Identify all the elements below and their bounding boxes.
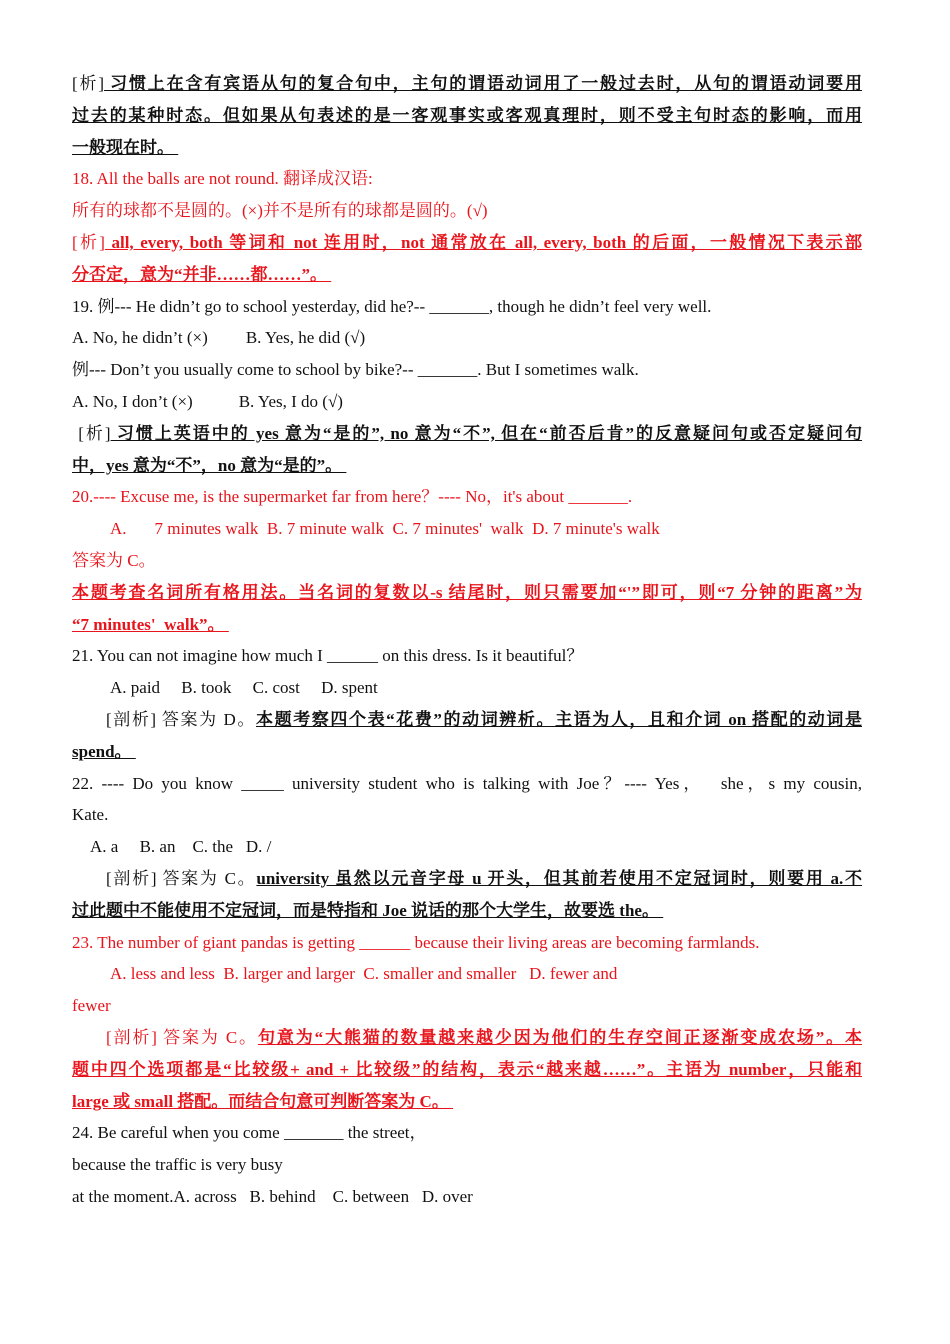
q19-example2: 例--- Don’t you usually come to school by bike?-- _______. But I sometimes walk. [72,360,639,380]
option-b: B. 7 minute walk [266,519,385,539]
note-tag: [析] [72,74,105,93]
q24-stem-line2: because the traffic is very busy [72,1155,283,1175]
option-c: C. 7 minutes' walk [392,519,524,539]
q19-example1: 19. 例--- He didn’t go to school yesterday, did he?-- _______, though he didn’t feel very well. [72,296,712,316]
q21-note-line1 [72,704,862,736]
q20-note-line1: 本题考查名词所有格用法。当名词的复数以-s 结尾时，则只需要加“'”即可，则“7 分钟的距离”为 [72,582,862,602]
q23-note-line3: large 或 small 搭配。而结合句意可判断答案为 C。 [72,1091,454,1111]
q22-note-line2: 过此题中不能使用不定冠词，而是特指和 Joe 说话的那个大学生，故要选 the。 [72,900,664,920]
q20-note-line2: “7 minutes' walk”。 [72,614,229,634]
document-page [72,68,862,1213]
note-tag: [剖析] 答案为 C。 [106,868,257,888]
q18-note-line2: 分否定，意为“并非……都……”。 [72,264,332,284]
option-a-text: 7 minutes walk [154,519,259,539]
q18-stem: 18. All the balls are not round. 翻译成汉语: [72,169,373,189]
q20-options [72,513,862,545]
q19-example2-options [72,386,862,418]
q20-answer: 答案为 C。 [72,550,156,570]
q23-stem: 23. The number of giant pandas is getting ______ because their living areas are becoming farmlands. [72,932,760,952]
option-a: A. No, he didn’t (×) [72,328,208,348]
note-tag: [剖析] 答案为 D。 [106,709,257,729]
q24-options: at the moment.A. across B. behind C. between D. over [72,1186,473,1206]
q21-stem: 21. You can not imagine how much I ______ on this dress. Is it beautiful？ [72,646,584,666]
option-d: D. 7 minute's walk [532,519,660,539]
option-a: A. [110,519,127,539]
q23-options: A. less and less B. larger and larger C. smaller and smaller D. fewer and [110,964,618,984]
q17-note-line3: 一般现在时。 [72,137,179,157]
q23-note-line2: 题中四个选项都是“比较级+ and + 比较级”的结构，表示“越来越……”。主语为 number，只能和 [72,1059,862,1079]
note-text: 习惯上在含有宾语从句的复合句中，主句的谓语动词用了一般过去时，从句的谓语动词要用 [104,74,862,93]
note-text: 习惯上英语中的 yes 意为“是的”, no 意为“不”, 但在“前否后肯”的反意疑问句或否定疑问句 [110,423,863,443]
note-text: all, every, both 等词和 not 连用时，not 通常放在 all, every, both 的后面，一般情况下表示部 [104,232,862,252]
q22-stem-line2: Kate. [72,805,109,825]
q18-answers: 所有的球都不是圆的。(×)并不是所有的球都是圆的。(√) [72,201,488,221]
q17-note-line1 [72,68,862,100]
option-b: B. Yes, he did (√) [245,328,366,348]
q21-options: A. paid B. took C. cost D. spent [110,678,378,698]
note-tag: [剖析] 答案为 C。 [106,1027,258,1047]
note-text: 句意为“大熊猫的数量越来越少因为他们的生存空间正逐渐变成农场”。本 [257,1027,862,1047]
q23-note-line1 [72,1022,862,1054]
q19-note-line2: 中，yes 意为“不”，no 意为“是的”。 [72,455,347,475]
q24-stem: 24. Be careful when you come _______ the street， [72,1123,427,1143]
q21-note-line2: spend。 [72,741,136,761]
option-b: B. Yes, I do (√) [238,391,343,411]
option-a: A. No, I don’t (×) [72,391,193,411]
note-tag: [析] [72,423,111,443]
q22-options: A. a B. an C. the D. / [90,837,272,857]
q20-stem: 20.---- Excuse me, is the supermarket far from here？---- No，it's about _______. [72,487,633,507]
note-text: university 虽然以元音字母 u 开头，但其前若使用不定冠词时，则要用 a.不 [256,868,862,888]
q22-note-line1 [72,863,862,895]
q17-note-line2: 过去的某种时态。但如果从句表述的是一客观事实或客观真理时，则不受主句时态的影响，而用 [72,105,862,125]
q18-note-line1 [72,227,862,259]
q19-note-line1 [72,418,862,450]
q22-stem-line1: 22. ---- Do you know _____ university student who is talking with Joe？---- Yes， she，s my cousin, [72,773,862,793]
q23-options-cont: fewer [72,996,111,1016]
note-text: 本题考察四个表“花费”的动词辨析。主语为人，且和介词 on 搭配的动词是 [256,709,862,729]
q19-example1-options [72,322,862,354]
note-tag: [析] [72,232,105,252]
